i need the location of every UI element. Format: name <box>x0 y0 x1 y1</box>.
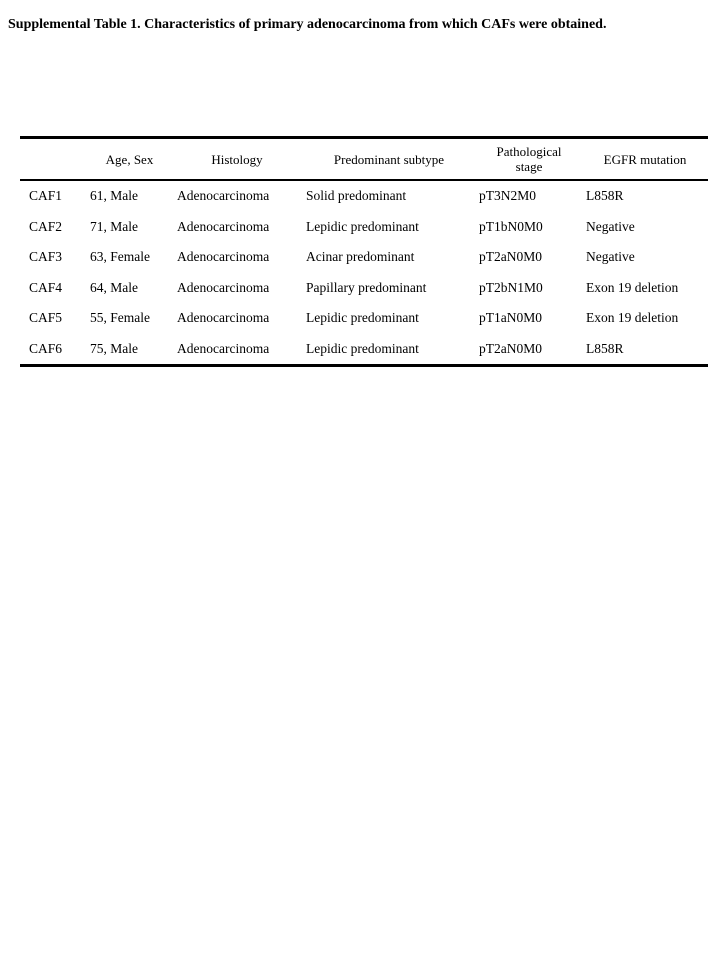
cell-egfr: L858R <box>586 188 624 204</box>
header-predominant-subtype: Predominant subtype <box>333 151 445 167</box>
cell-id: CAF1 <box>29 188 63 204</box>
cell-subtype: Acinar predominant <box>306 249 415 265</box>
header-pathological-stage-line1: Pathological <box>496 144 562 159</box>
cell-age-sex: 71, Male <box>90 218 138 234</box>
cell-stage: pT2aN0M0 <box>479 249 542 265</box>
cell-stage: pT3N2M0 <box>479 188 536 204</box>
cell-stage: pT1aN0M0 <box>479 310 542 326</box>
header-pathological-stage <box>476 138 582 181</box>
cell-egfr: Exon 19 deletion <box>586 310 679 326</box>
characteristics-table-container <box>20 136 708 367</box>
characteristics-table <box>20 136 708 367</box>
table-caption: Supplemental Table 1. Characteristics of primary adenocarcinoma from which CAFs were obtained. <box>8 17 607 32</box>
cell-histology: Adenocarcinoma <box>177 279 270 295</box>
table-row <box>20 334 708 366</box>
cell-subtype: Papillary predominant <box>306 279 427 295</box>
cell-id: CAF6 <box>29 340 63 356</box>
header-sample <box>20 138 87 181</box>
cell-age-sex: 75, Male <box>90 340 138 356</box>
cell-subtype: Lepidic predominant <box>306 340 419 356</box>
cell-histology: Adenocarcinoma <box>177 218 270 234</box>
header-age-sex: Age, Sex <box>105 151 154 167</box>
header-histology: Histology <box>211 151 263 167</box>
header-egfr-mutation: EGFR mutation <box>603 151 687 167</box>
table-row <box>20 180 708 212</box>
cell-id: CAF2 <box>29 218 63 234</box>
cell-stage: pT1bN0M0 <box>479 218 543 234</box>
cell-histology: Adenocarcinoma <box>177 188 270 204</box>
header-pathological-stage-line2: stage <box>515 159 543 174</box>
cell-subtype: Solid predominant <box>306 188 407 204</box>
cell-egfr: Exon 19 deletion <box>586 279 679 295</box>
cell-stage: pT2aN0M0 <box>479 340 542 356</box>
cell-stage: pT2bN1M0 <box>479 279 543 295</box>
cell-age-sex: 55, Female <box>90 310 150 326</box>
cell-subtype: Lepidic predominant <box>306 310 419 326</box>
cell-id: CAF4 <box>29 279 63 295</box>
cell-histology: Adenocarcinoma <box>177 310 270 326</box>
cell-age-sex: 64, Male <box>90 279 138 295</box>
cell-id: CAF5 <box>29 310 63 326</box>
cell-id: CAF3 <box>29 249 63 265</box>
table-header-row <box>20 138 708 181</box>
cell-egfr: L858R <box>586 340 624 356</box>
table-row <box>20 303 708 334</box>
cell-histology: Adenocarcinoma <box>177 249 270 265</box>
table-row <box>20 212 708 243</box>
cell-histology: Adenocarcinoma <box>177 340 270 356</box>
cell-age-sex: 61, Male <box>90 188 138 204</box>
cell-egfr: Negative <box>586 249 635 265</box>
table-row <box>20 273 708 304</box>
table-row <box>20 242 708 273</box>
cell-age-sex: 63, Female <box>90 249 150 265</box>
cell-subtype: Lepidic predominant <box>306 218 419 234</box>
cell-egfr: Negative <box>586 218 635 234</box>
